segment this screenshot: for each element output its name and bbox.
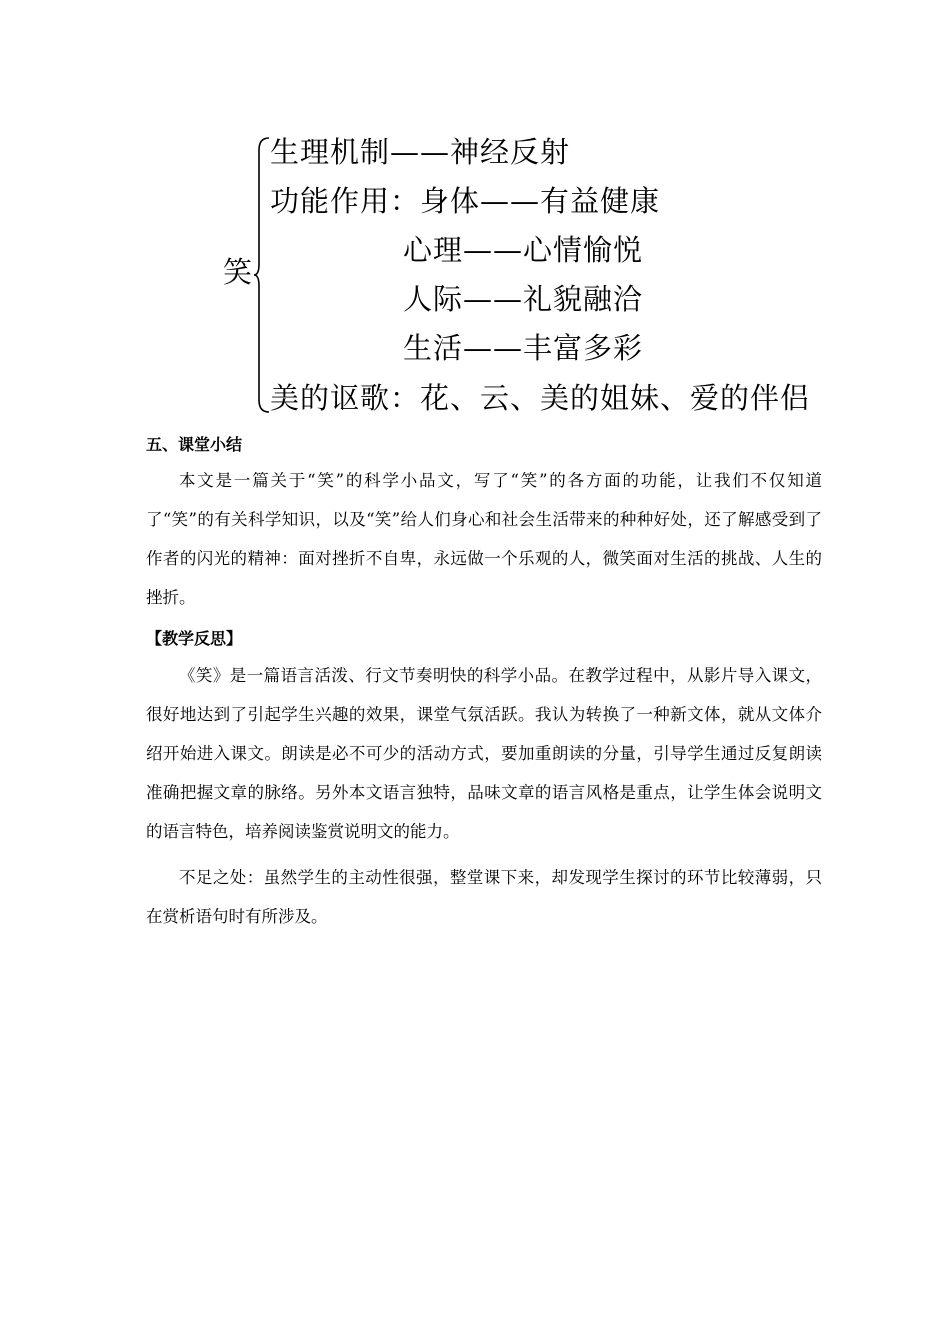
diagram-item-life: 生活——丰富多彩 (403, 331, 644, 365)
structure-diagram (215, 130, 811, 420)
reflection-paragraph: 《笑》是一篇语言活泼、行文节奏明快的科学小品。在教学过程中，从影片导入课文，很好地达到了引起学生兴趣的效果，课堂气氛活跃。我认为转换了一种新文体，就从文体介绍开始进入课文。朗读是必不可少的活动方式，要加重朗读的分量，引导学生通过反复朗读准确把握文章的脉络。另外本文语言独特，品味文章的语言风格是重点，让学生体会说明文的语言特色，培养阅读鉴赏说明文的能力。 (146, 666, 822, 841)
brace-connector (253, 136, 271, 414)
summary-paragraph: 本文是一篇关于“笑”的科学小品文，写了“笑”的各方面的功能，让我们不仅知道了“笑”的有关科学知识，以及“笑”给人们身心和社会生活带来的种种好处，还了解感受到了作者的闪光的精神：面对挫折不自卑，永远做一个乐观的人，微笑面对生活的挑战、人生的挫折。 (146, 471, 822, 607)
diagram-item-psychology: 心理——心情愉悦 (403, 233, 644, 267)
diagram-item-physiology: 生理机制——神经反射 (270, 135, 571, 169)
summary-heading: 五、课堂小结 (146, 435, 243, 454)
diagram-item-interpersonal: 人际——礼貌融洽 (403, 282, 644, 316)
reflection-heading: 【教学反思】 (146, 629, 243, 648)
shortcomings-paragraph: 不足之处：虽然学生的主动性很强，整堂课下来，却发现学生探讨的环节比较薄弱，只在赏析语句时有所涉及。 (146, 868, 822, 926)
diagram-root-label: 笑 (223, 255, 253, 289)
diagram-item-function-body: 功能作用：身体——有益健康 (270, 184, 661, 218)
diagram-item-praise: 美的讴歌：花、云、美的姐妹、爱的伴侣 (270, 381, 811, 415)
